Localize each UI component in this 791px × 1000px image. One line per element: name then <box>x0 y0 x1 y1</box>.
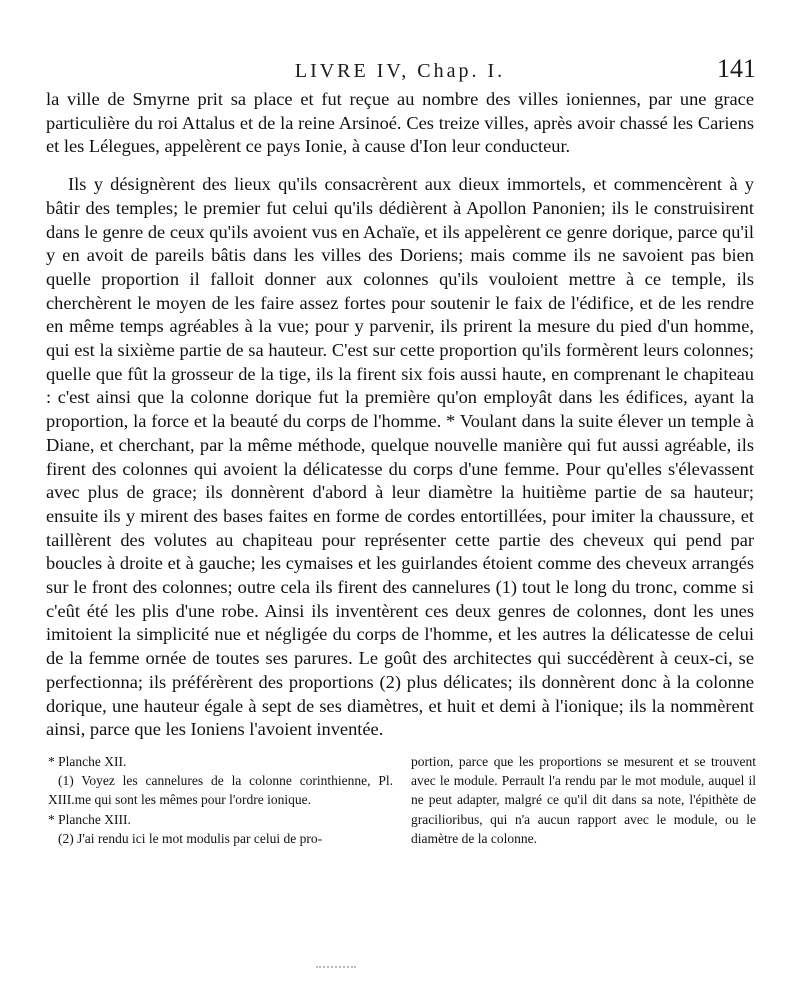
footnote-2-start: (2) J'ai rendu ici le mot modulis par celui de pro- <box>58 830 323 846</box>
running-title: LIVRE IV, Chap. I. <box>294 60 506 82</box>
running-header <box>44 52 756 92</box>
page-number: 141 <box>717 54 756 83</box>
footnote-2-continued: portion, parce que les proportions se mesurent et se trouvent avec le module. Perrault l'a rendu par le mot module, auquel il ne peut adapter, malgré ce qu'il dit dans sa note, l'épithète de gracilioribus, qui n'a aucun rapport avec le module, ou le diamètre de la colonne. <box>411 754 756 846</box>
footnote-plate-xiii: * Planche XIII. <box>48 811 131 827</box>
paragraph-orders: Ils y désignèrent des lieux qu'ils consacrèrent aux dieux immortels, et commencèrent à y bâtir des temples; le premier fut celui qu'ils dédièrent à Apollon Panonien; ils le construisirent dans le genre de ceux qu'ils avoient vus en Achaïe, et ils appelèrent ce genre dorique, parce qu'il y en avoit de pareils bâtis dans les villes des Doriens; mais comme ils ne savoient pas bien quelle proportion il falloit donner aux colonnes qu'ils vouloient mettre à ce temple, ils cherchèrent le moyen de les faire assez fortes pour soutenir le faix de l'édifice, et de les rendre en même temps agréables à la vue; pour y parvenir, ils prirent la mesure du pied d'un homme, qui est la sixième partie de sa hauteur. C'est sur cette proportion qu'ils formèrent leurs colonnes; quelle que fût la grosseur de la tige, ils la firent six fois aussi haute, en comprenant le chapiteau : c'est ainsi que la colonne dorique fut la première qu'on employât dans les édifices, ayant la proportion, la force et la beauté du corps de l'homme. * Voulant dans la suite élever un temple à Diane, et cherchant, par la même méthode, quelque nouvelle manière qui fut aussi agréable, ils firent des colonnes qui avoient la délicatesse du corps d'une femme. Pour qu'elles s'élevassent avec plus de grace; ils donnèrent d'abord à leur diamètre la huitième partie de sa hauteur; ensuite ils y mirent des bases faites en forme de cordes entortillées, pour imiter la chaussure, et taillèrent des volutes au chapiteau pour représenter cette partie des cheveux qui pend par boucles à droite et à gauche; les cymaises et les guirlandes étoient comme des cheveux arrangés sur le front des colonnes; outre cela ils firent des cannelures (1) tout le long du tronc, comme si c'eût été les plis d'une robe. Ainsi ils inventèrent ces deux genres de colonnes, dont les unes imitoient la simplicité nue et négligée du corps de l'homme, et les autres la délicatesse de celui de la femme ornée de toutes ses parures. Le goût des architectes qui succédèrent à ceux-ci, se perfectionna; ils préférèrent des proportions (2) plus délicates; ils donnèrent donc à la colonne dorique, une hauteur égale à sept de ses diamètres, et huit et demi à l'ionique; ils la nommèrent ainsi, parce que les Ioniens l'avoient inventée. <box>46 174 754 740</box>
paragraph-continuation: la ville de Smyrne prit sa place et fut reçue au nombre des villes ioniennes, par une grace particulière du roi Attalus et de la reine Arsinoé. Ces treize villes, après avoir chassé les Cariens et les Lélegues, appelèrent ce pays Ionie, à cause d'Ion leur conducteur. <box>46 89 754 157</box>
footnotes-right-column <box>411 752 756 848</box>
footnotes <box>48 752 756 848</box>
footnotes-left-column <box>48 752 393 848</box>
footnote-1: (1) Voyez les cannelures de la colonne corinthienne, Pl. XIII.me qui sont les mêmes pour l'ordre ionique. <box>48 773 393 808</box>
footnote-plate-xii: * Planche XII. <box>48 754 127 769</box>
main-text <box>46 88 754 742</box>
print-smudge-mark <box>316 966 356 974</box>
